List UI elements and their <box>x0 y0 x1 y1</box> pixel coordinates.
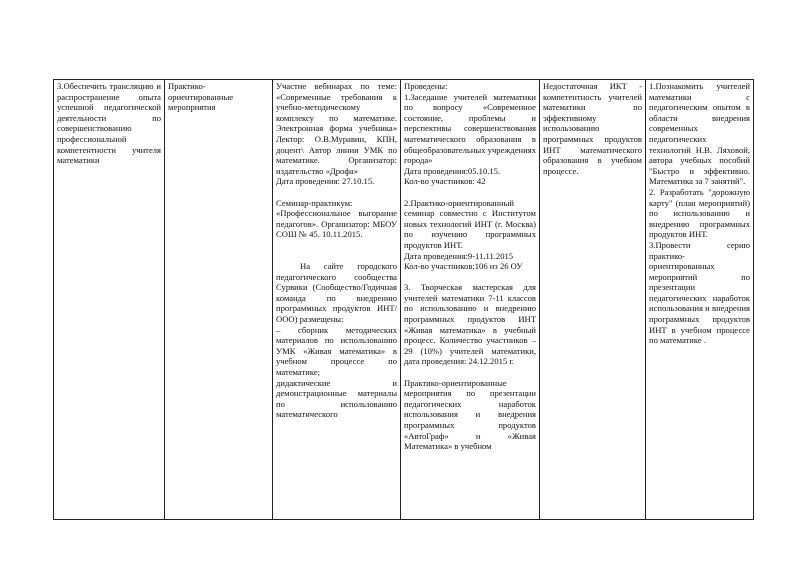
plan-item-3: 3.Провести серию практико-ориентированных мероприятий по презентации педагогических наработок использования и внедрения программных продуктов ИНТ в учебном процессе по математике . <box>649 239 750 346</box>
site-intro-text: На сайте городского педагогического сообщества Сурвики (Сообщество/Годичная команда по внедрению программных продуктов ИНТ/ООО) размещены: <box>276 261 397 325</box>
result-item-2-count: Кол-во участников:106 из 26 ОУ <box>404 261 523 272</box>
activities-cell <box>273 80 401 520</box>
result-item-1-date: Дата проведения:05.10.15. <box>404 165 501 176</box>
result-item-2: 2.Практико-ориентированный семинар совместно с Институтом новых технологий ИНТ (г. Москва) по изучению программных продуктов ИНТ. <box>404 197 536 250</box>
site-item-2: дидактические и демонстрационные материалы по использованию математического <box>276 377 397 420</box>
result-item-3: 3. Творческая мастерская для учителей математики 7-11 классов по использованию и внедрению программных продуктов ИНТ «Живая математика» в учебный процесс. Количество участников – 29 (10%) учителей математики, дата проведения: 24.12.2015 г. <box>404 282 536 367</box>
plan-table <box>53 79 754 520</box>
problems-cell <box>540 80 646 520</box>
site-item-1: – сборник методических материалов по использованию УМК «Живая математика» в учебном процессе по математике; <box>276 324 397 378</box>
seminar-text: Семинар-практикум: «Профессиональное выгорание педагогов». Организатор: МБОУ СОШ № 45. 10.11.2015. <box>276 197 397 240</box>
table-row <box>54 80 754 520</box>
webinar-text: Участие вебинарах по теме: «Современные требования к учебно-методическому комплексу по математике. Электронная форма учебника» Лектор: О.В.Муравин, КПН, доцент\ Автор линии УМК по математике. Организатор: издательство «Дрофа» <box>276 81 397 176</box>
plan-item-2: 2. Разработать "дорожную карту" (план мероприятий) по использованию и внедрению программных продуктов ИНТ. <box>649 186 750 240</box>
problems-text: Недостаточная ИКТ - компетентность учителей математики по эффективному использованию программных продуктов ИНТ математического образования в учебном процессе. <box>543 81 642 176</box>
form-text: Практико-ориентированные мероприятия <box>168 81 234 113</box>
webinar-date: Дата проведения: 27.10.15. <box>276 176 375 187</box>
result-item-2-date: Дата проведения:9-11.11.2015 <box>404 250 514 261</box>
task-text: 3.Обеспечить трансляцию и распространение опыта успешной педагогической деятельности по совершенствованию профессиональной компетентности учителя математики <box>57 81 161 166</box>
results-header: Проведены: <box>404 81 448 91</box>
result-item-1: 1.Заседание учителей математики по вопросу «Современное состояние, проблемы и перспективы совершенствования математического образования в общеобразовательных учреждениях города» <box>404 91 536 166</box>
task-cell <box>54 80 165 520</box>
form-cell <box>165 80 273 520</box>
result-item-1-count: Кол-во участников: 42 <box>404 176 486 187</box>
result-item-4: Практико-ориентированные мероприятия по презентации педагогических наработок использования и внедрения программных продуктов «АвтоГраф» и «Живая Математика» в учебном <box>404 377 536 452</box>
plan-item-1: 1.Познакомить учителей математики с педагогическим опытом в области внедрения современных педагогических технологий Н.В. Ляховой, автора учебных пособий "Быстро и эффективно. Математика за 7 занятий". <box>649 81 750 187</box>
plans-cell <box>646 80 754 520</box>
results-cell <box>401 80 540 520</box>
